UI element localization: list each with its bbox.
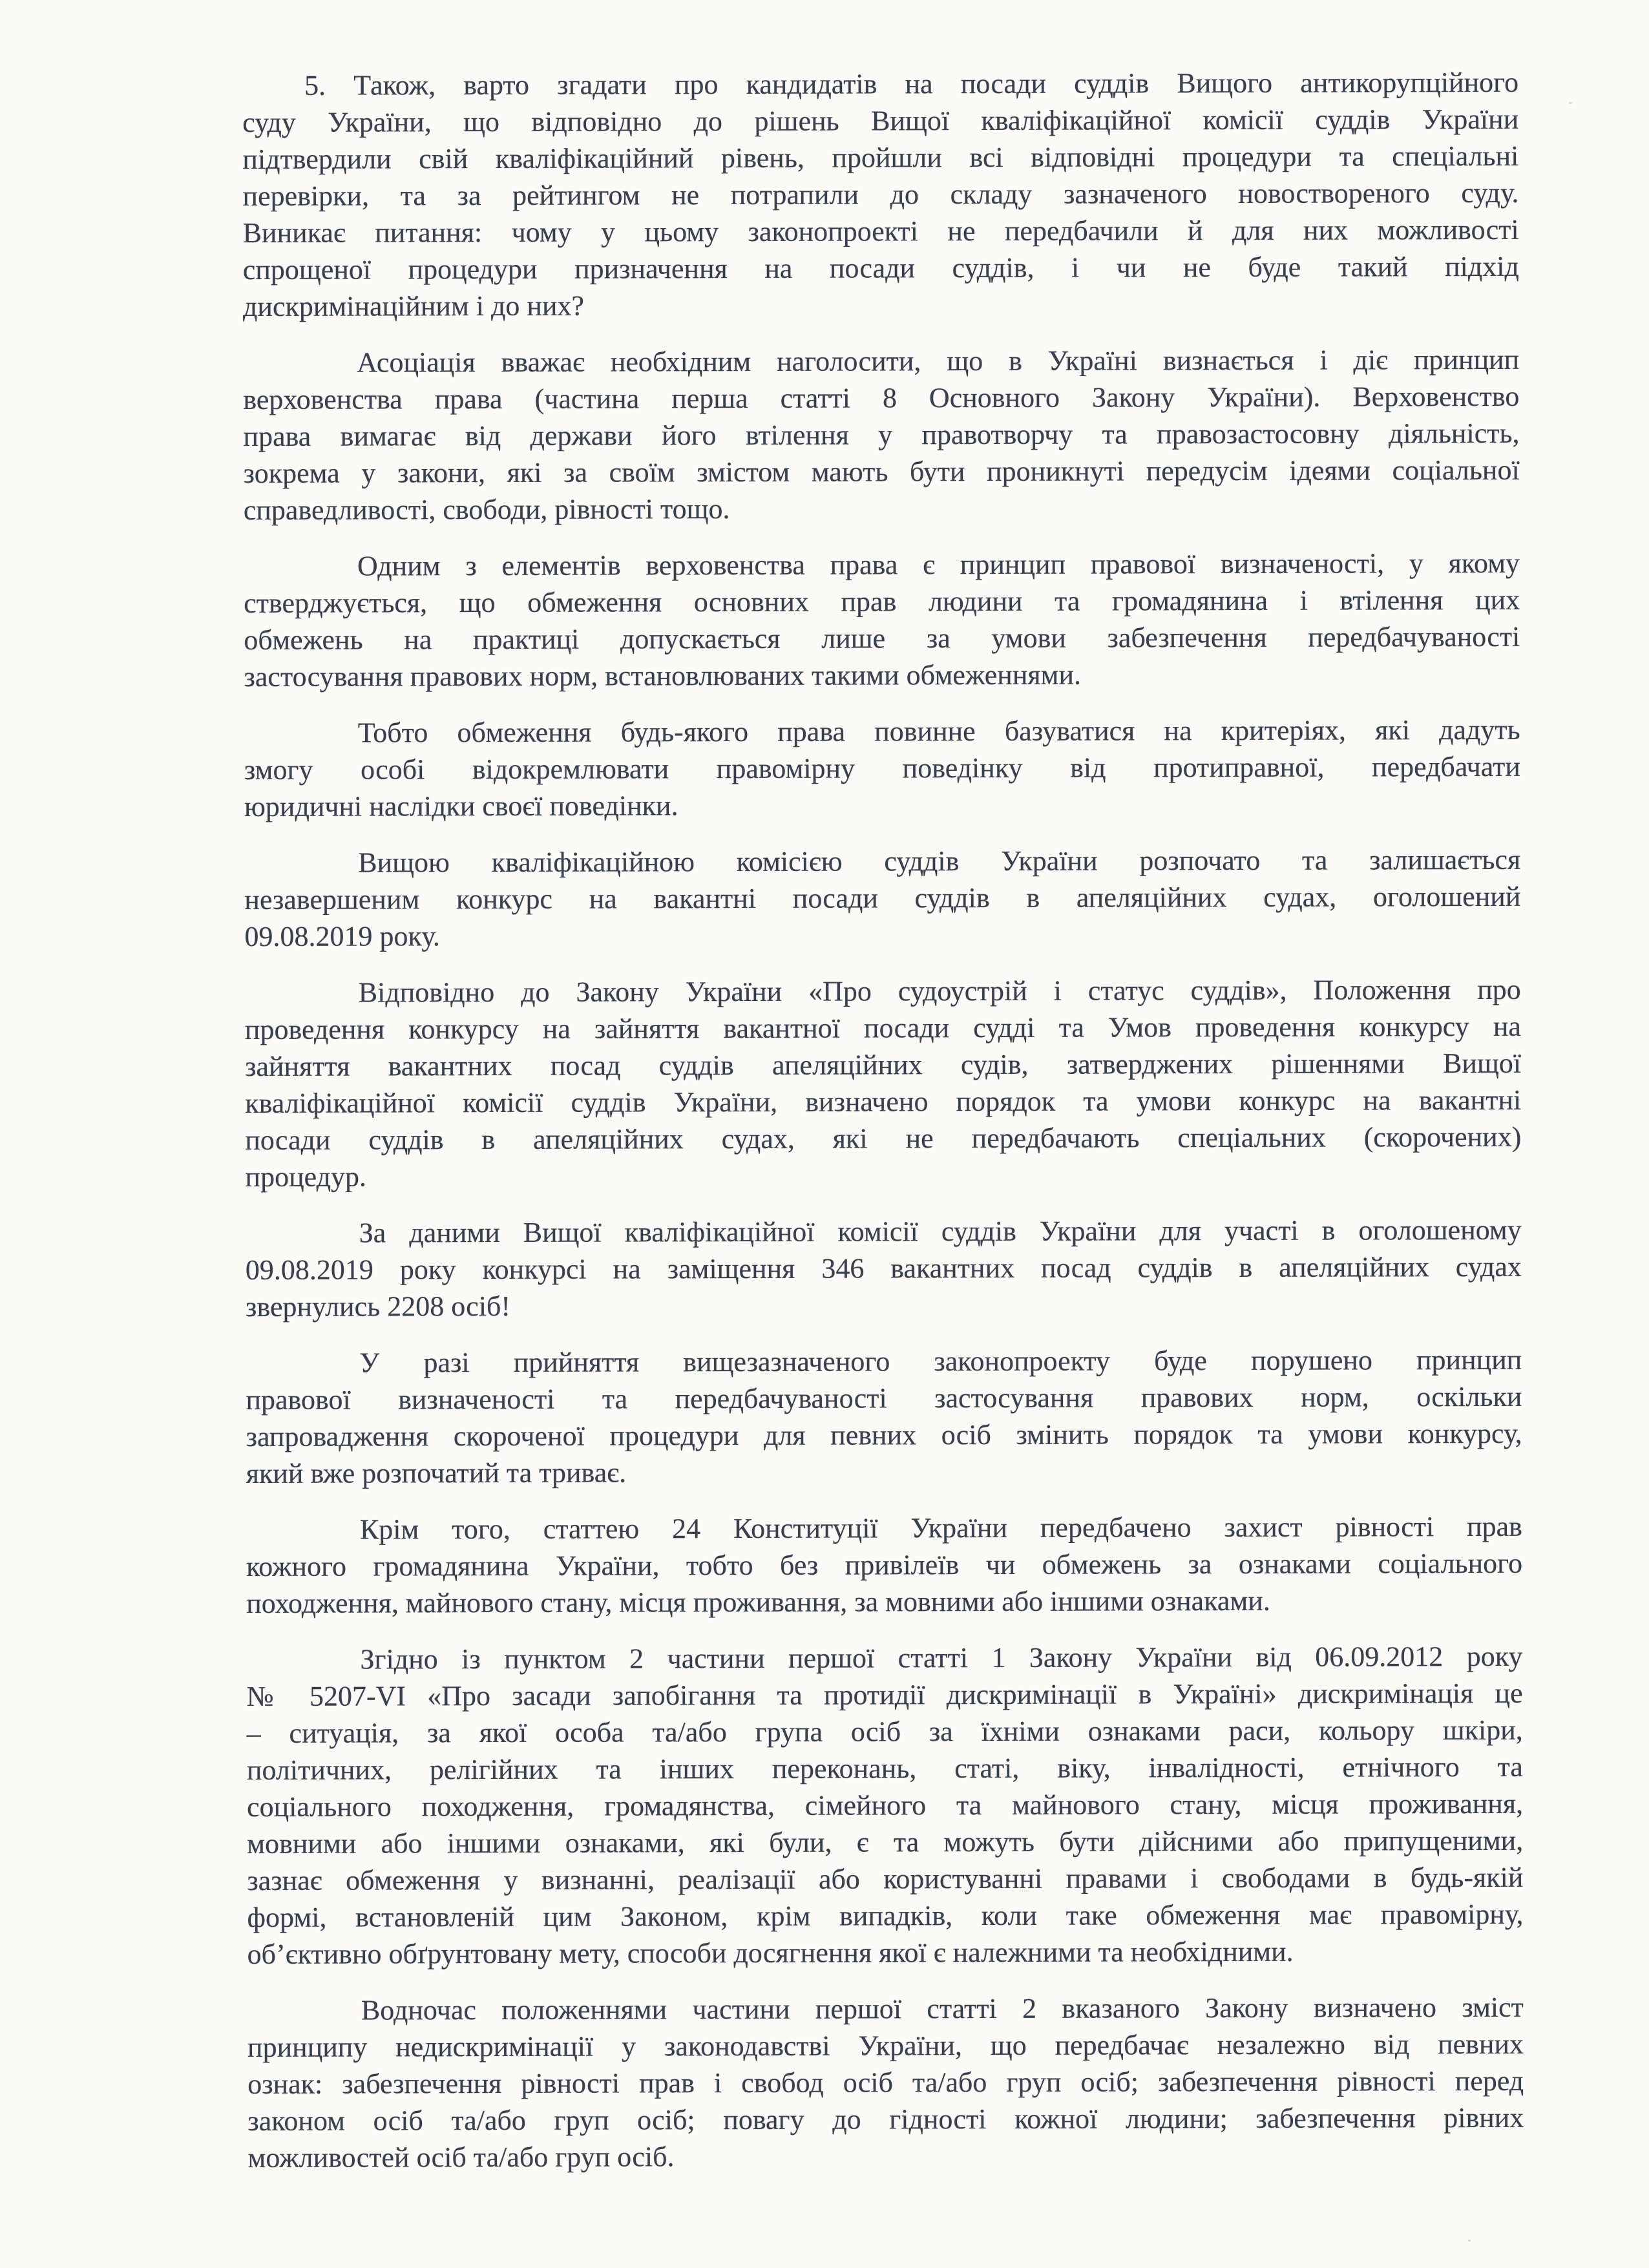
- paragraph: [247, 1989, 1524, 2176]
- text-line: верховенства права (частина перша статті 8 Основного Закону України). Верховенство: [243, 380, 1520, 415]
- text-line: стверджується, що обмеження основних прав людини та громадянина і втілення цих: [244, 583, 1520, 619]
- text-line: 09.08.2019 року.: [244, 920, 440, 952]
- text-line: мовними або іншими ознаками, які були, є та можуть бути дійсними або припущеними,: [247, 1824, 1524, 1860]
- text-line: політичних, релігійних та інших переконань, статі, віку, інвалідності, етнічного та: [246, 1750, 1523, 1786]
- text-line: кваліфікаційної комісії суддів України, визначено порядок та умови конкурс на вакантні: [245, 1084, 1522, 1119]
- text-line: зайняття вакантних посад суддів апеляційних судів, затверджених рішеннями Вищої: [244, 1047, 1522, 1082]
- document-body: [242, 64, 1524, 2176]
- text-line: законом осіб та/або груп осіб; повагу до гідності кожної людини; забезпечення рівних: [247, 2101, 1524, 2137]
- scan-speck: [1468, 2240, 1471, 2242]
- text-line: соціального походження, громадянства, сімейного та майнового стану, місця проживання,: [246, 1787, 1524, 1823]
- paragraph: [244, 711, 1520, 825]
- text-line: – ситуація, за якої особа та/або група осіб за їхніми ознаками раси, кольору шкіри,: [246, 1714, 1523, 1749]
- text-line: незавершеним конкурс на вакантні посади суддів в апеляційних судах, оголошений: [244, 880, 1521, 916]
- text-line: принципу недискримінації у законодавстві України, що передбачає незалежно від певних: [247, 2028, 1524, 2063]
- text-line: Відповідно до Закону України «Про судоустрій і статус суддів», Положення про: [358, 973, 1521, 1009]
- text-line: запровадження скороченої процедури для певних осіб змінить порядок та умови конкурсу,: [246, 1417, 1522, 1453]
- text-line: справедливості, свободи, рівності тощо.: [243, 493, 730, 526]
- text-line: Одним з елементів верховенства права є принцип правової визначеності, у якому: [357, 547, 1520, 582]
- text-line: Виникає питання: чому у цьому законопроекті не передбачили й для них можливості: [242, 213, 1519, 249]
- paragraph: [244, 545, 1520, 695]
- text-line: посади суддів в апеляційних судах, які не передбачають спеціальних (скорочених): [245, 1120, 1522, 1156]
- paragraph: [246, 1341, 1522, 1492]
- text-line: проведення конкурсу на зайняття вакантної посади судді та Умов проведення конкурсу на: [244, 1010, 1521, 1045]
- text-line: юридичні наслідки своєї поведінки.: [244, 790, 678, 823]
- scan-speck: [1569, 102, 1572, 104]
- text-line: Вищою кваліфікаційною комісією суддів України розпочато та залишається: [358, 843, 1521, 879]
- text-line: За даними Вищої кваліфікаційної комісії суддів України для участі в оголошеному: [359, 1213, 1522, 1249]
- text-line: зокрема у закони, які за своїм змістом мають бути проникнуті передусім ідеями соціальної: [243, 454, 1520, 489]
- text-line: Асоціація вважає необхідним наголосити, що в Україні визнається і діє принцип: [357, 343, 1520, 379]
- text-line: Тобто обмеження будь-якого права повинне базуватися на критеріях, які дадуть: [357, 713, 1520, 749]
- text-line: спрощеної процедури призначення на посади суддів, і чи не буде такий підхід: [242, 250, 1519, 286]
- text-line: № 5207-VI «Про засади запобігання та протидії дискримінації в Україні» дискримінація це: [246, 1677, 1523, 1712]
- text-line: змогу особі відокремлювати правомірну поведінку від протиправної, передбачати: [244, 750, 1520, 786]
- paragraph: [244, 841, 1520, 955]
- text-line: 5. Також, варто згадати про кандидатів на посади суддів Вищого антикорупційного: [304, 66, 1519, 101]
- text-line: 09.08.2019 року конкурсі на заміщення 346 вакантних посад суддів в апеляційних судах: [245, 1250, 1522, 1286]
- text-line: застосування правових норм, встановлюваних такими обмеженнями.: [244, 658, 1082, 693]
- text-line: підтвердили свій кваліфікаційний рівень, пройшли всі відповідні процедури та спеціальні: [242, 140, 1519, 175]
- text-line: процедур.: [245, 1160, 366, 1193]
- text-line: права вимагає від держави його втілення у правотворчу та правозастосовну діяльність,: [243, 417, 1520, 452]
- text-line: У разі прийняття вищезазначеного законопроекту буде порушено принцип: [359, 1343, 1522, 1379]
- paragraph: [246, 1508, 1522, 1622]
- text-line: Водночас положеннями частини першої статті 2 вказаного Закону визначено зміст: [361, 1991, 1524, 2026]
- paragraph: [246, 1212, 1522, 1325]
- paragraph: [246, 1638, 1523, 1973]
- text-line: можливостей осіб та/або груп осіб.: [247, 2141, 675, 2174]
- text-line: Згідно із пунктом 2 частини першої статті 1 Закону України від 06.09.2012 року: [360, 1640, 1523, 1675]
- text-line: звернулись 2208 осіб!: [245, 1290, 511, 1323]
- text-line: об’єктивно обґрунтовану мету, способи досягнення якої є належними та необхідними.: [247, 1935, 1294, 1970]
- text-line: який вже розпочатий та триває.: [246, 1456, 627, 1489]
- text-line: ознак: забезпечення рівності прав і свобод осіб та/або груп осіб; забезпечення рівності перед: [247, 2064, 1524, 2100]
- text-line: правової визначеності та передбачуваності застосування правових норм, оскільки: [246, 1380, 1522, 1416]
- text-line: обмежень на практиці допускається лише за умови забезпечення передбачуваності: [244, 620, 1520, 656]
- text-line: формі, встановленій цим Законом, крім випадків, коли таке обмеження має правомірну,: [247, 1898, 1524, 1933]
- paragraph: [245, 971, 1522, 1195]
- text-line: дискримінаційним і до них?: [242, 289, 585, 322]
- paragraph: [242, 64, 1519, 325]
- paragraph: [243, 341, 1520, 529]
- text-line: Крім того, статтею 24 Конституції України передбачено захист рівності прав: [359, 1510, 1522, 1546]
- text-line: кожного громадянина України, тобто без привілеїв чи обмежень за ознаками соціального: [246, 1547, 1523, 1582]
- text-line: зазнає обмеження у визнанні, реалізації або користуванні правами і свободами в будь-якій: [247, 1861, 1524, 1896]
- text-line: походження, майнового стану, місця проживання, за мовними або іншими ознаками.: [246, 1584, 1270, 1619]
- text-line: суду України, що відповідно до рішень Вищої кваліфікаційної комісії суддів України: [242, 103, 1519, 138]
- text-line: перевірки, та за рейтингом не потрапили до складу зазначеного новоствореного суду.: [242, 176, 1519, 212]
